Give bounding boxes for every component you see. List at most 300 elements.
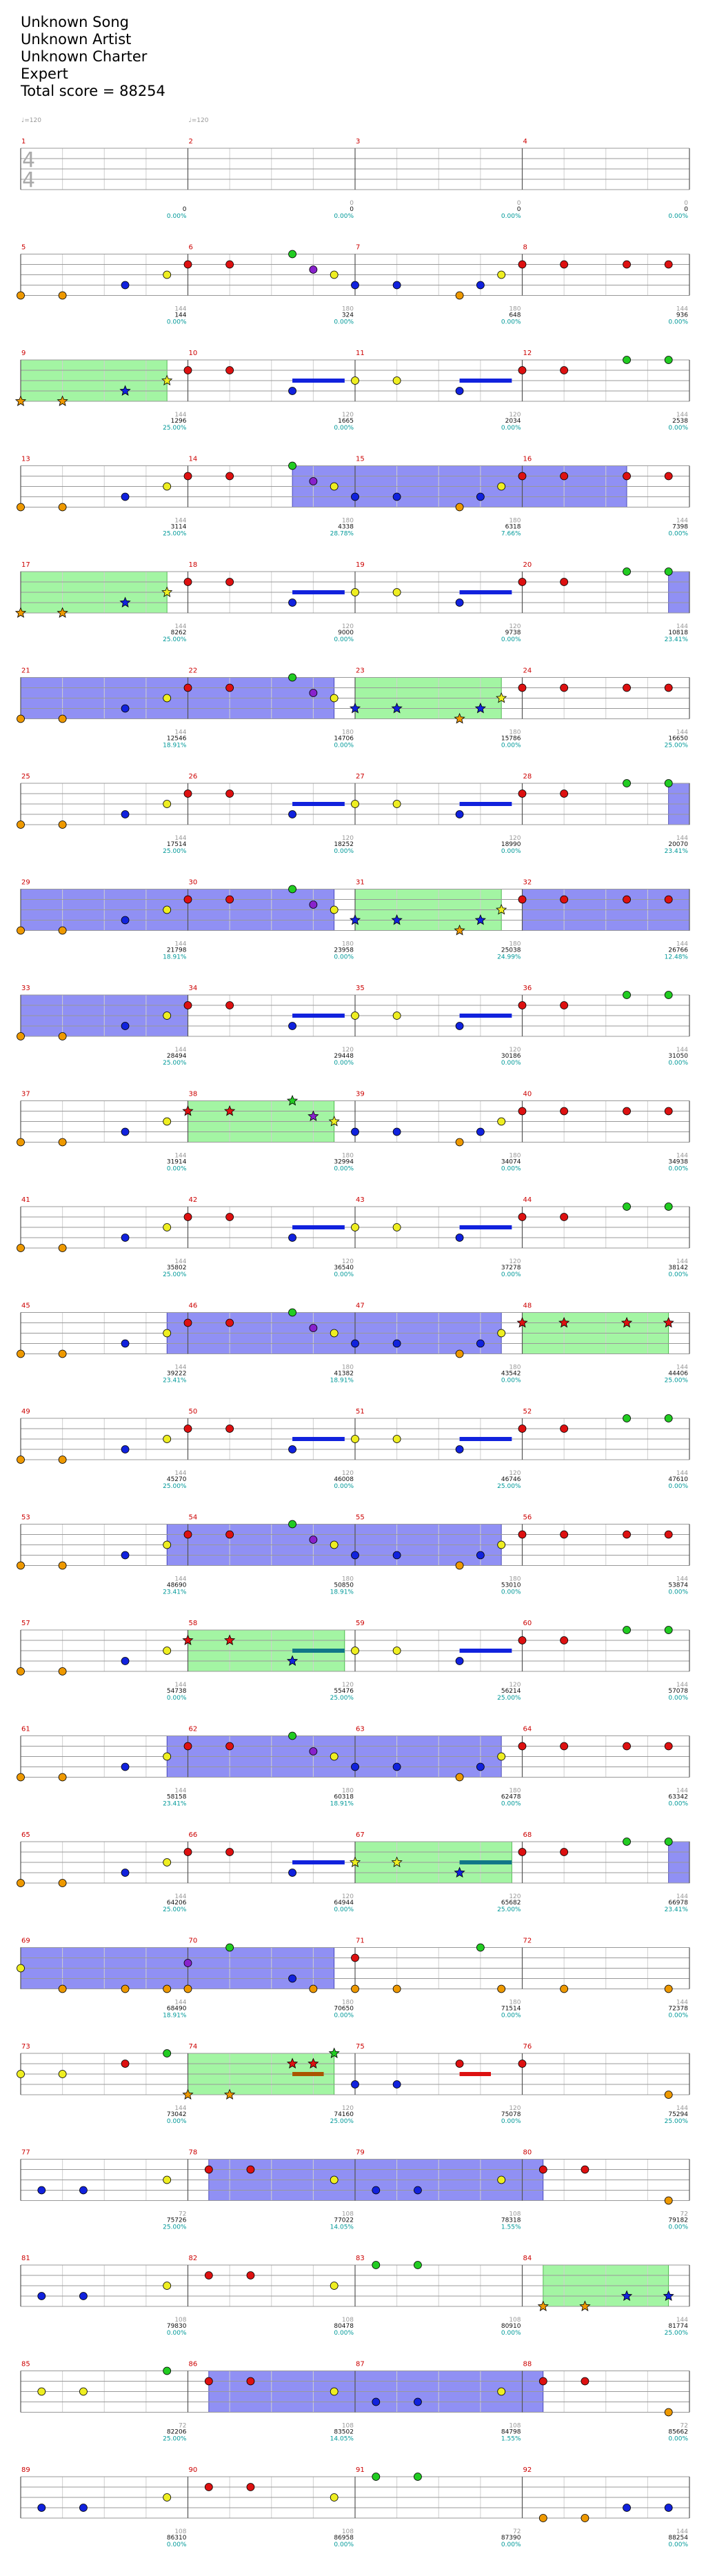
measure-ticks: 144 (676, 1787, 688, 1795)
measure-score: 4338 (338, 523, 354, 531)
green-note (623, 1627, 631, 1634)
artist-name: Unknown Artist (21, 31, 132, 48)
measure-number: 55 (356, 1513, 365, 1522)
measure-percent: 23.41% (163, 1589, 187, 1596)
measure-ticks: 180 (509, 517, 521, 525)
measure-ticks: 144 (676, 1470, 688, 1477)
measure-score: 79182 (668, 2217, 688, 2224)
measure-number: 44 (523, 1196, 532, 1204)
measure-percent: 24.99% (497, 954, 521, 961)
red-note (561, 1002, 568, 1009)
measure-ticks: 120 (341, 835, 354, 842)
blue-note (456, 388, 463, 395)
measure-percent: 0.00% (334, 1060, 354, 1067)
measure-ticks: 120 (341, 623, 354, 630)
orange-note (665, 2197, 672, 2204)
measure-percent: 0.00% (334, 1906, 354, 1913)
orange-note (17, 1668, 25, 1676)
measure-percent: 0.00% (501, 2330, 521, 2337)
measure-ticks: 180 (509, 1999, 521, 2006)
yellow-note (163, 1118, 171, 1125)
orange-note (59, 821, 66, 829)
measure-percent: 25.00% (497, 1483, 521, 1490)
measure-number: 67 (356, 1831, 365, 1839)
measure-number: 21 (21, 667, 30, 675)
red-note (623, 1531, 631, 1538)
blue-note (121, 1128, 129, 1136)
measure-score: 46008 (334, 1476, 354, 1483)
red-note (226, 896, 234, 903)
red-note (665, 472, 672, 480)
yellow-note (163, 2494, 171, 2502)
measure-number: 65 (21, 1831, 30, 1839)
measure-percent: 0.00% (334, 2542, 354, 2548)
measure-ticks: 120 (509, 1893, 521, 1900)
measure-percent: 25.00% (163, 2224, 187, 2231)
green-note (289, 1309, 296, 1316)
red-note (561, 1107, 568, 1115)
green-note (665, 1203, 672, 1211)
measure-percent: 0.00% (501, 636, 521, 643)
measure-percent: 0.00% (501, 2542, 521, 2548)
measure-percent: 0.00% (166, 2542, 187, 2548)
orange-note (59, 715, 66, 723)
orange-note (539, 2515, 547, 2522)
red-note (226, 1002, 234, 1009)
measure-number: 77 (21, 2149, 30, 2157)
blue-note (393, 2081, 401, 2089)
staff-system (21, 117, 689, 220)
yellow-note (498, 1753, 505, 1760)
measure-ticks: 120 (341, 1047, 354, 1054)
measure-score: 80910 (501, 2323, 521, 2330)
measure-percent: 0.00% (501, 742, 521, 749)
measure-number: 61 (21, 1725, 30, 1733)
blue-note (121, 1340, 129, 1347)
measure-ticks: 144 (174, 1364, 187, 1371)
blue-note (352, 2081, 359, 2089)
orange-note (17, 292, 25, 299)
measure-score: 78318 (501, 2217, 521, 2224)
yellow-note (163, 694, 171, 702)
red-note (518, 578, 526, 586)
measure-percent: 25.00% (664, 1377, 688, 1385)
measure-score: 80478 (334, 2323, 354, 2330)
yellow-note (498, 2176, 505, 2184)
measure-score: 47610 (668, 1476, 688, 1483)
orange-note (17, 1562, 25, 1569)
measure-score: 86310 (166, 2535, 187, 2542)
measure-ticks: 72 (680, 2211, 688, 2218)
measure-score: 36540 (334, 1265, 354, 1271)
blue-note (393, 1551, 401, 1559)
blue-note (121, 493, 129, 501)
blue-note (289, 388, 296, 395)
measure-number: 38 (188, 1090, 198, 1098)
orange-note (59, 1138, 66, 1146)
staff-system (17, 1938, 690, 2020)
red-note (561, 896, 568, 903)
blue-note (476, 1551, 484, 1559)
measure-number: 92 (523, 2466, 532, 2474)
measure-score: 56214 (501, 1688, 521, 1695)
measure-number: 5 (21, 243, 26, 252)
yellow-note (498, 271, 505, 279)
measure-percent: 0.00% (668, 2012, 688, 2020)
measure-score: 2538 (672, 418, 688, 425)
measure-percent: 0.00% (501, 213, 521, 220)
blue-note (352, 1551, 359, 1559)
measure-score: 64944 (334, 1900, 354, 1906)
blue-note (121, 1023, 129, 1030)
orange-note (665, 2408, 672, 2416)
yellow-note (17, 1964, 25, 1972)
measure-percent: 25.00% (163, 530, 187, 538)
measure-score: 39222 (166, 1370, 187, 1378)
blue-note (476, 1128, 484, 1136)
blue-note (476, 281, 484, 289)
measure-score: 17514 (166, 841, 187, 848)
yellow-note (393, 1436, 401, 1443)
measure-percent: 0.00% (501, 848, 521, 855)
measure-score: 58158 (166, 1793, 187, 1801)
measure-number: 76 (523, 2043, 532, 2051)
measure-score: 9738 (505, 630, 521, 636)
green-note (623, 992, 631, 999)
orange-note (59, 292, 66, 299)
red-note (561, 261, 568, 268)
measure-number: 7 (356, 243, 361, 252)
measure-number: 81 (21, 2255, 30, 2262)
measure-percent: 0.00% (501, 1271, 521, 1278)
measure-number: 53 (21, 1513, 30, 1522)
measure-ticks: 72 (179, 2211, 187, 2218)
measure-percent: 0.00% (166, 1695, 187, 1702)
blue-note (352, 281, 359, 289)
blue-note (623, 2504, 631, 2512)
orange-note (456, 503, 463, 511)
red-note (226, 1214, 234, 1221)
red-note (226, 472, 234, 480)
measure-ticks: 0 (684, 200, 688, 207)
blue-note (121, 916, 129, 924)
measure-number: 68 (523, 1831, 532, 1839)
measure-number: 64 (523, 1725, 532, 1733)
measure-ticks: 144 (174, 517, 187, 525)
red-note (226, 1319, 234, 1327)
yellow-note (163, 1329, 171, 1337)
measure-ticks: 144 (174, 1576, 187, 1583)
measure-number: 87 (356, 2360, 365, 2368)
measure-ticks: 144 (676, 940, 688, 948)
yellow-note (163, 1436, 171, 1443)
measure-score: 77022 (334, 2217, 354, 2224)
yellow-note (393, 1647, 401, 1655)
measure-percent: 25.00% (664, 2118, 688, 2125)
measure-percent: 0.00% (334, 1271, 354, 1278)
measure-number: 18 (188, 561, 198, 569)
red-note (226, 1531, 234, 1538)
staff-system (17, 244, 690, 326)
measure-ticks: 144 (676, 623, 688, 630)
red-note (226, 1425, 234, 1433)
song-title: Unknown Song (21, 14, 129, 30)
measure-number: 37 (21, 1090, 30, 1098)
measure-score: 23958 (334, 947, 354, 954)
red-note (518, 261, 526, 268)
measure-percent: 0.00% (668, 1271, 688, 1278)
measure-score: 41382 (334, 1370, 354, 1378)
measure-percent: 25.00% (497, 1695, 521, 1702)
green-note (163, 2050, 171, 2057)
measure-number: 32 (523, 878, 532, 887)
measure-ticks: 144 (676, 1999, 688, 2006)
measure-percent: 0.00% (334, 425, 354, 432)
measure-ticks: 144 (174, 1999, 187, 2006)
orange-note (59, 927, 66, 934)
measure-score: 62478 (501, 1793, 521, 1801)
staff-system (21, 2255, 689, 2337)
measure-percent: 25.00% (163, 636, 187, 643)
measure-ticks: 144 (174, 1258, 187, 1265)
measure-percent: 0.00% (668, 1060, 688, 1067)
orange-note (17, 1773, 25, 1781)
measure-percent: 0.00% (334, 848, 354, 855)
measure-ticks: 120 (509, 623, 521, 630)
red-note (561, 684, 568, 692)
measure-percent: 0.00% (334, 742, 354, 749)
measure-percent: 25.00% (163, 1483, 187, 1490)
measure-number: 74 (188, 2043, 198, 2051)
yellow-note (330, 694, 338, 702)
charter-name: Unknown Charter (21, 48, 148, 65)
tempo-marker: ♩=120 (21, 117, 41, 124)
red-note (226, 1742, 234, 1750)
measure-number: 78 (188, 2149, 198, 2157)
measure-score: 84798 (501, 2428, 521, 2436)
measure-number: 11 (356, 350, 365, 357)
measure-ticks: 180 (509, 1787, 521, 1795)
measure-score: 0 (182, 206, 187, 213)
measure-ticks: 144 (676, 1152, 688, 1160)
measure-number: 85 (21, 2360, 30, 2368)
blue-note (289, 1975, 296, 1982)
green-note (665, 1415, 672, 1422)
yellow-note (498, 1541, 505, 1549)
orange-note (17, 1350, 25, 1358)
red-note (184, 1742, 192, 1750)
red-note (665, 261, 672, 268)
orange-note (59, 1985, 66, 1993)
measure-percent: 25.00% (163, 425, 187, 432)
yellow-note (330, 271, 338, 279)
measure-number: 1 (21, 138, 26, 145)
staff-system (17, 985, 690, 1067)
staff-system (17, 1408, 690, 1490)
measure-score: 1665 (338, 418, 354, 425)
measure-number: 28 (523, 773, 532, 781)
purple-note (184, 1960, 192, 1967)
blue-note (289, 1234, 296, 1242)
orange-note (59, 1880, 66, 1887)
measure-score: 1296 (170, 418, 187, 425)
measure-ticks: 144 (174, 623, 187, 630)
staff-system (17, 773, 690, 855)
measure-percent: 0.00% (501, 2118, 521, 2125)
measure-number: 54 (188, 1513, 198, 1522)
blue-note (121, 1658, 129, 1665)
measure-score: 85662 (668, 2428, 688, 2436)
measure-number: 16 (523, 455, 532, 463)
yellow-note (163, 906, 171, 914)
measure-ticks: 180 (341, 1152, 354, 1160)
green-note (623, 1415, 631, 1422)
measure-percent: 18.91% (330, 1800, 354, 1808)
measure-score: 2034 (505, 418, 521, 425)
measure-percent: 18.91% (330, 1589, 354, 1596)
blue-note (289, 1869, 296, 1877)
measure-score: 35802 (166, 1265, 187, 1271)
blue-note (289, 811, 296, 818)
yellow-note (498, 1329, 505, 1337)
measure-number: 19 (356, 561, 365, 569)
blue-note (121, 705, 129, 712)
measure-percent: 23.41% (163, 1800, 187, 1808)
measure-number: 23 (356, 667, 365, 675)
measure-score: 79830 (166, 2323, 187, 2330)
measure-ticks: 120 (509, 1682, 521, 1689)
orange-note (17, 1880, 25, 1887)
green-note (665, 1627, 672, 1634)
red-note (561, 578, 568, 586)
red-note (518, 1107, 526, 1115)
measure-score: 86958 (334, 2535, 354, 2542)
red-note (623, 472, 631, 480)
measure-number: 71 (356, 1937, 365, 1945)
red-note (561, 1849, 568, 1856)
blue-note (38, 2293, 46, 2300)
red-note (518, 684, 526, 692)
measure-ticks: 144 (174, 1682, 187, 1689)
blue-note (456, 1023, 463, 1030)
red-note (623, 896, 631, 903)
orange-note (17, 927, 25, 934)
red-note (184, 1849, 192, 1856)
blue-note (393, 1340, 401, 1347)
measure-score: 28494 (166, 1053, 187, 1060)
green-note (665, 568, 672, 576)
purple-note (310, 690, 317, 697)
measure-number: 70 (188, 1937, 198, 1945)
green-note (289, 674, 296, 681)
blue-note (352, 1763, 359, 1771)
measure-ticks: 144 (174, 1893, 187, 1900)
orange-note (17, 1033, 25, 1040)
measure-ticks: 144 (676, 835, 688, 842)
measure-number: 72 (523, 1937, 532, 1945)
blue-note (121, 1234, 129, 1242)
measure-percent: 1.55% (501, 2435, 521, 2443)
measure-percent: 0.00% (501, 1060, 521, 1067)
staff-system (17, 1726, 690, 1808)
red-note (665, 684, 672, 692)
measure-percent: 0.00% (668, 1589, 688, 1596)
orange-note (59, 1456, 66, 1464)
measure-score: 43542 (501, 1370, 521, 1378)
yellow-note (163, 1647, 171, 1655)
staff-system (21, 2466, 689, 2548)
orange-note (17, 1245, 25, 1252)
measure-number: 39 (356, 1090, 365, 1098)
measure-number: 51 (356, 1408, 365, 1416)
red-note (518, 896, 526, 903)
measure-number: 3 (356, 138, 361, 145)
red-note (247, 2272, 254, 2280)
purple-note (310, 478, 317, 485)
measure-percent: 14.05% (330, 2224, 354, 2231)
red-note (518, 1214, 526, 1221)
measure-number: 47 (356, 1302, 365, 1310)
yellow-note (352, 377, 359, 385)
green-note (623, 1203, 631, 1211)
measure-score: 64206 (166, 1900, 187, 1906)
measure-percent: 25.00% (664, 2330, 688, 2337)
measure-number: 25 (21, 773, 30, 781)
measure-score: 48690 (166, 1582, 187, 1589)
measure-percent: 18.91% (163, 2012, 187, 2020)
measure-number: 40 (523, 1090, 532, 1098)
red-note (184, 790, 192, 798)
orange-note (310, 1985, 317, 1993)
measure-percent: 0.00% (668, 1695, 688, 1702)
measure-score: 88254 (668, 2535, 688, 2542)
measure-percent: 0.00% (334, 213, 354, 220)
blue-note (456, 811, 463, 818)
measure-percent: 0.00% (668, 2435, 688, 2443)
measure-ticks: 144 (676, 2105, 688, 2112)
measure-ticks: 120 (341, 1893, 354, 1900)
measure-ticks: 144 (174, 2105, 187, 2112)
measure-ticks: 180 (509, 729, 521, 736)
measure-percent: 0.00% (334, 954, 354, 961)
green-note (623, 780, 631, 787)
measure-number: 15 (356, 455, 365, 463)
measure-percent: 0.00% (166, 2330, 187, 2337)
measure-number: 52 (523, 1408, 532, 1416)
blue-note (393, 1128, 401, 1136)
red-note (518, 1531, 526, 1538)
measure-ticks: 144 (174, 1470, 187, 1477)
blue-note (393, 1763, 401, 1771)
measure-number: 59 (356, 1620, 365, 1627)
measure-ticks: 120 (341, 1470, 354, 1477)
measure-score: 81774 (668, 2323, 688, 2330)
red-note (184, 472, 192, 480)
red-note (456, 2060, 463, 2068)
measure-number: 60 (523, 1620, 532, 1627)
measure-number: 10 (188, 350, 198, 357)
measure-ticks: 120 (341, 1258, 354, 1265)
red-note (665, 1742, 672, 1750)
measure-score: 75726 (166, 2217, 187, 2224)
measure-ticks: 72 (179, 2422, 187, 2430)
measure-number: 79 (356, 2149, 365, 2157)
yellow-note (163, 271, 171, 279)
measure-number: 27 (356, 773, 365, 781)
measure-ticks: 120 (509, 1258, 521, 1265)
measure-percent: 0.00% (334, 2330, 354, 2337)
measure-ticks: 0 (516, 200, 521, 207)
